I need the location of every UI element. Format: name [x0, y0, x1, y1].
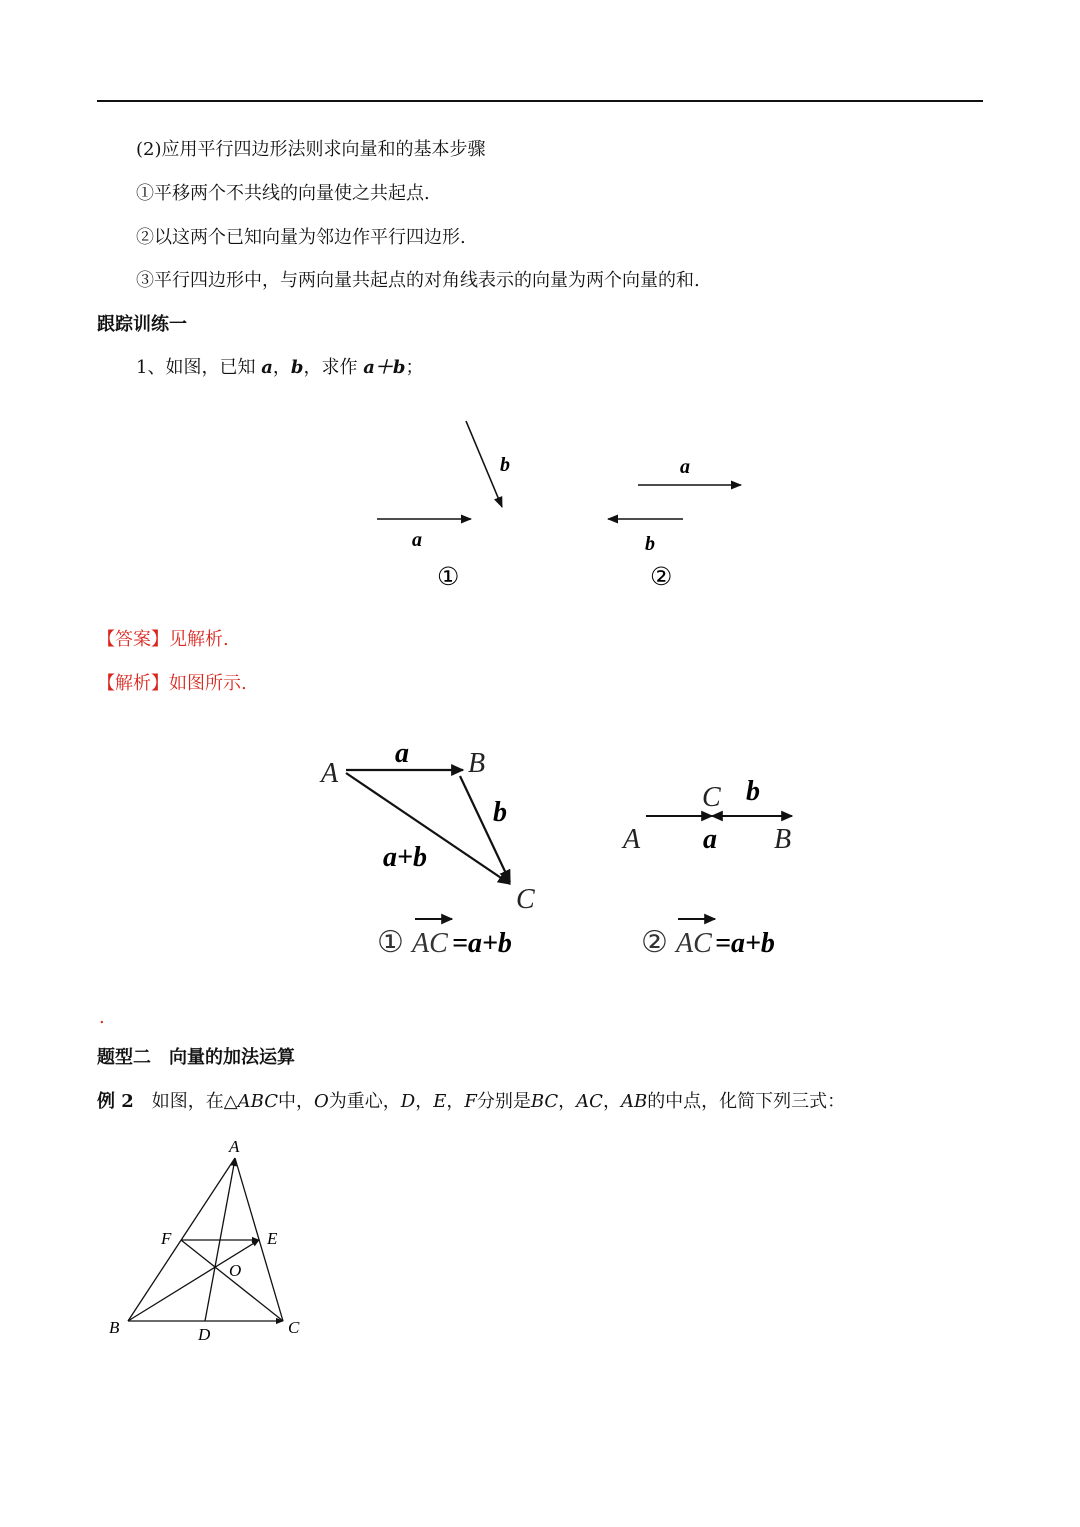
- sol2-point-b: B: [774, 824, 792, 855]
- ex2-t5: 的中点，化简下列三式：: [647, 1091, 846, 1112]
- step-2: ②以这两个已知向量为邻边作平行四边形.: [136, 227, 466, 248]
- caption1-number: ①: [377, 926, 404, 959]
- sol1-label-sum: a+b: [383, 842, 427, 873]
- sol2-label-a: a: [703, 824, 717, 855]
- point-c: C: [288, 1318, 300, 1337]
- caption2-equation: =a+b: [715, 928, 775, 959]
- caption1-equation: =a+b: [452, 928, 512, 959]
- caption1-vector: AC: [412, 928, 448, 959]
- ex2-t2: 中，: [277, 1091, 314, 1112]
- median-cf: [181, 1240, 283, 1321]
- fig1-label-a: a: [412, 529, 422, 551]
- sol1-point-c: C: [516, 884, 535, 915]
- caption2-number: ②: [641, 926, 668, 959]
- caption2-vector: AC: [676, 928, 712, 959]
- fig2-label-a: a: [680, 456, 690, 478]
- ex2-s2: ，: [446, 1091, 465, 1112]
- point-f: F: [161, 1229, 172, 1248]
- ex2-abc: ABC: [237, 1091, 278, 1112]
- example2-label: 例 2: [97, 1091, 134, 1112]
- q-sep: ，: [272, 357, 291, 378]
- ex2-t1: 如图，在△: [151, 1091, 238, 1112]
- sol1-label-b: b: [493, 797, 507, 828]
- analysis-text: 如图所示.: [169, 673, 247, 694]
- ex2-d: D: [400, 1091, 416, 1112]
- fig2-label-b: b: [645, 533, 655, 555]
- sol2-label-b: b: [746, 776, 760, 807]
- ex2-ab: AB: [620, 1091, 648, 1112]
- point-o: O: [229, 1261, 242, 1280]
- step-1: ①平移两个不共线的向量使之共起点.: [136, 183, 430, 204]
- q-sum: a＋b: [363, 357, 406, 378]
- ex2-s1: ，: [415, 1091, 434, 1112]
- fig2-number: ②: [650, 564, 673, 591]
- ex2-f: F: [464, 1091, 477, 1112]
- ex2-ac: AC: [576, 1091, 603, 1112]
- fig1-number: ①: [437, 564, 460, 591]
- median-be: [128, 1240, 259, 1321]
- q-end: ；: [405, 357, 424, 378]
- ex2-bc: BC: [530, 1091, 559, 1112]
- q-vector-a: a: [261, 357, 273, 378]
- step-3: ③平行四边形中，与两向量共起点的对角线表示的向量为两个向量的和.: [136, 270, 700, 291]
- analysis-tag: 【解析】: [97, 673, 169, 694]
- point-a: A: [229, 1137, 240, 1156]
- point-b: B: [109, 1318, 120, 1337]
- ex2-t3: 为重心，: [328, 1091, 401, 1112]
- sol2-point-a: A: [623, 824, 641, 855]
- ex2-s4: ，: [602, 1091, 621, 1112]
- ex2-t4: 分别是: [476, 1091, 531, 1112]
- q-prefix: 1、如图，已知: [136, 357, 262, 378]
- ex2-e: E: [433, 1091, 447, 1112]
- q-vector-b: b: [290, 357, 304, 378]
- sol1-label-a: a: [395, 738, 409, 769]
- q-mid: ，求作: [303, 357, 364, 378]
- point-e: E: [267, 1229, 278, 1248]
- sol1-point-b: B: [468, 748, 486, 779]
- ex2-o: O: [313, 1091, 329, 1112]
- point-d: D: [198, 1325, 211, 1344]
- fig1-label-b: b: [500, 454, 510, 476]
- answer-text: 见解析.: [169, 629, 229, 650]
- answer-tag: 【答案】: [97, 629, 169, 650]
- sol1-point-a: A: [321, 758, 339, 789]
- steps-heading: (2)应用平行四边形法则求向量和的基本步骤: [136, 139, 486, 160]
- section2-title: 题型二 向量的加法运算: [97, 1047, 295, 1068]
- sol2-point-c: C: [702, 782, 721, 813]
- stray-dot: .: [99, 1007, 105, 1028]
- practice-title: 跟踪训练一: [97, 314, 187, 335]
- ex2-s3: ，: [558, 1091, 577, 1112]
